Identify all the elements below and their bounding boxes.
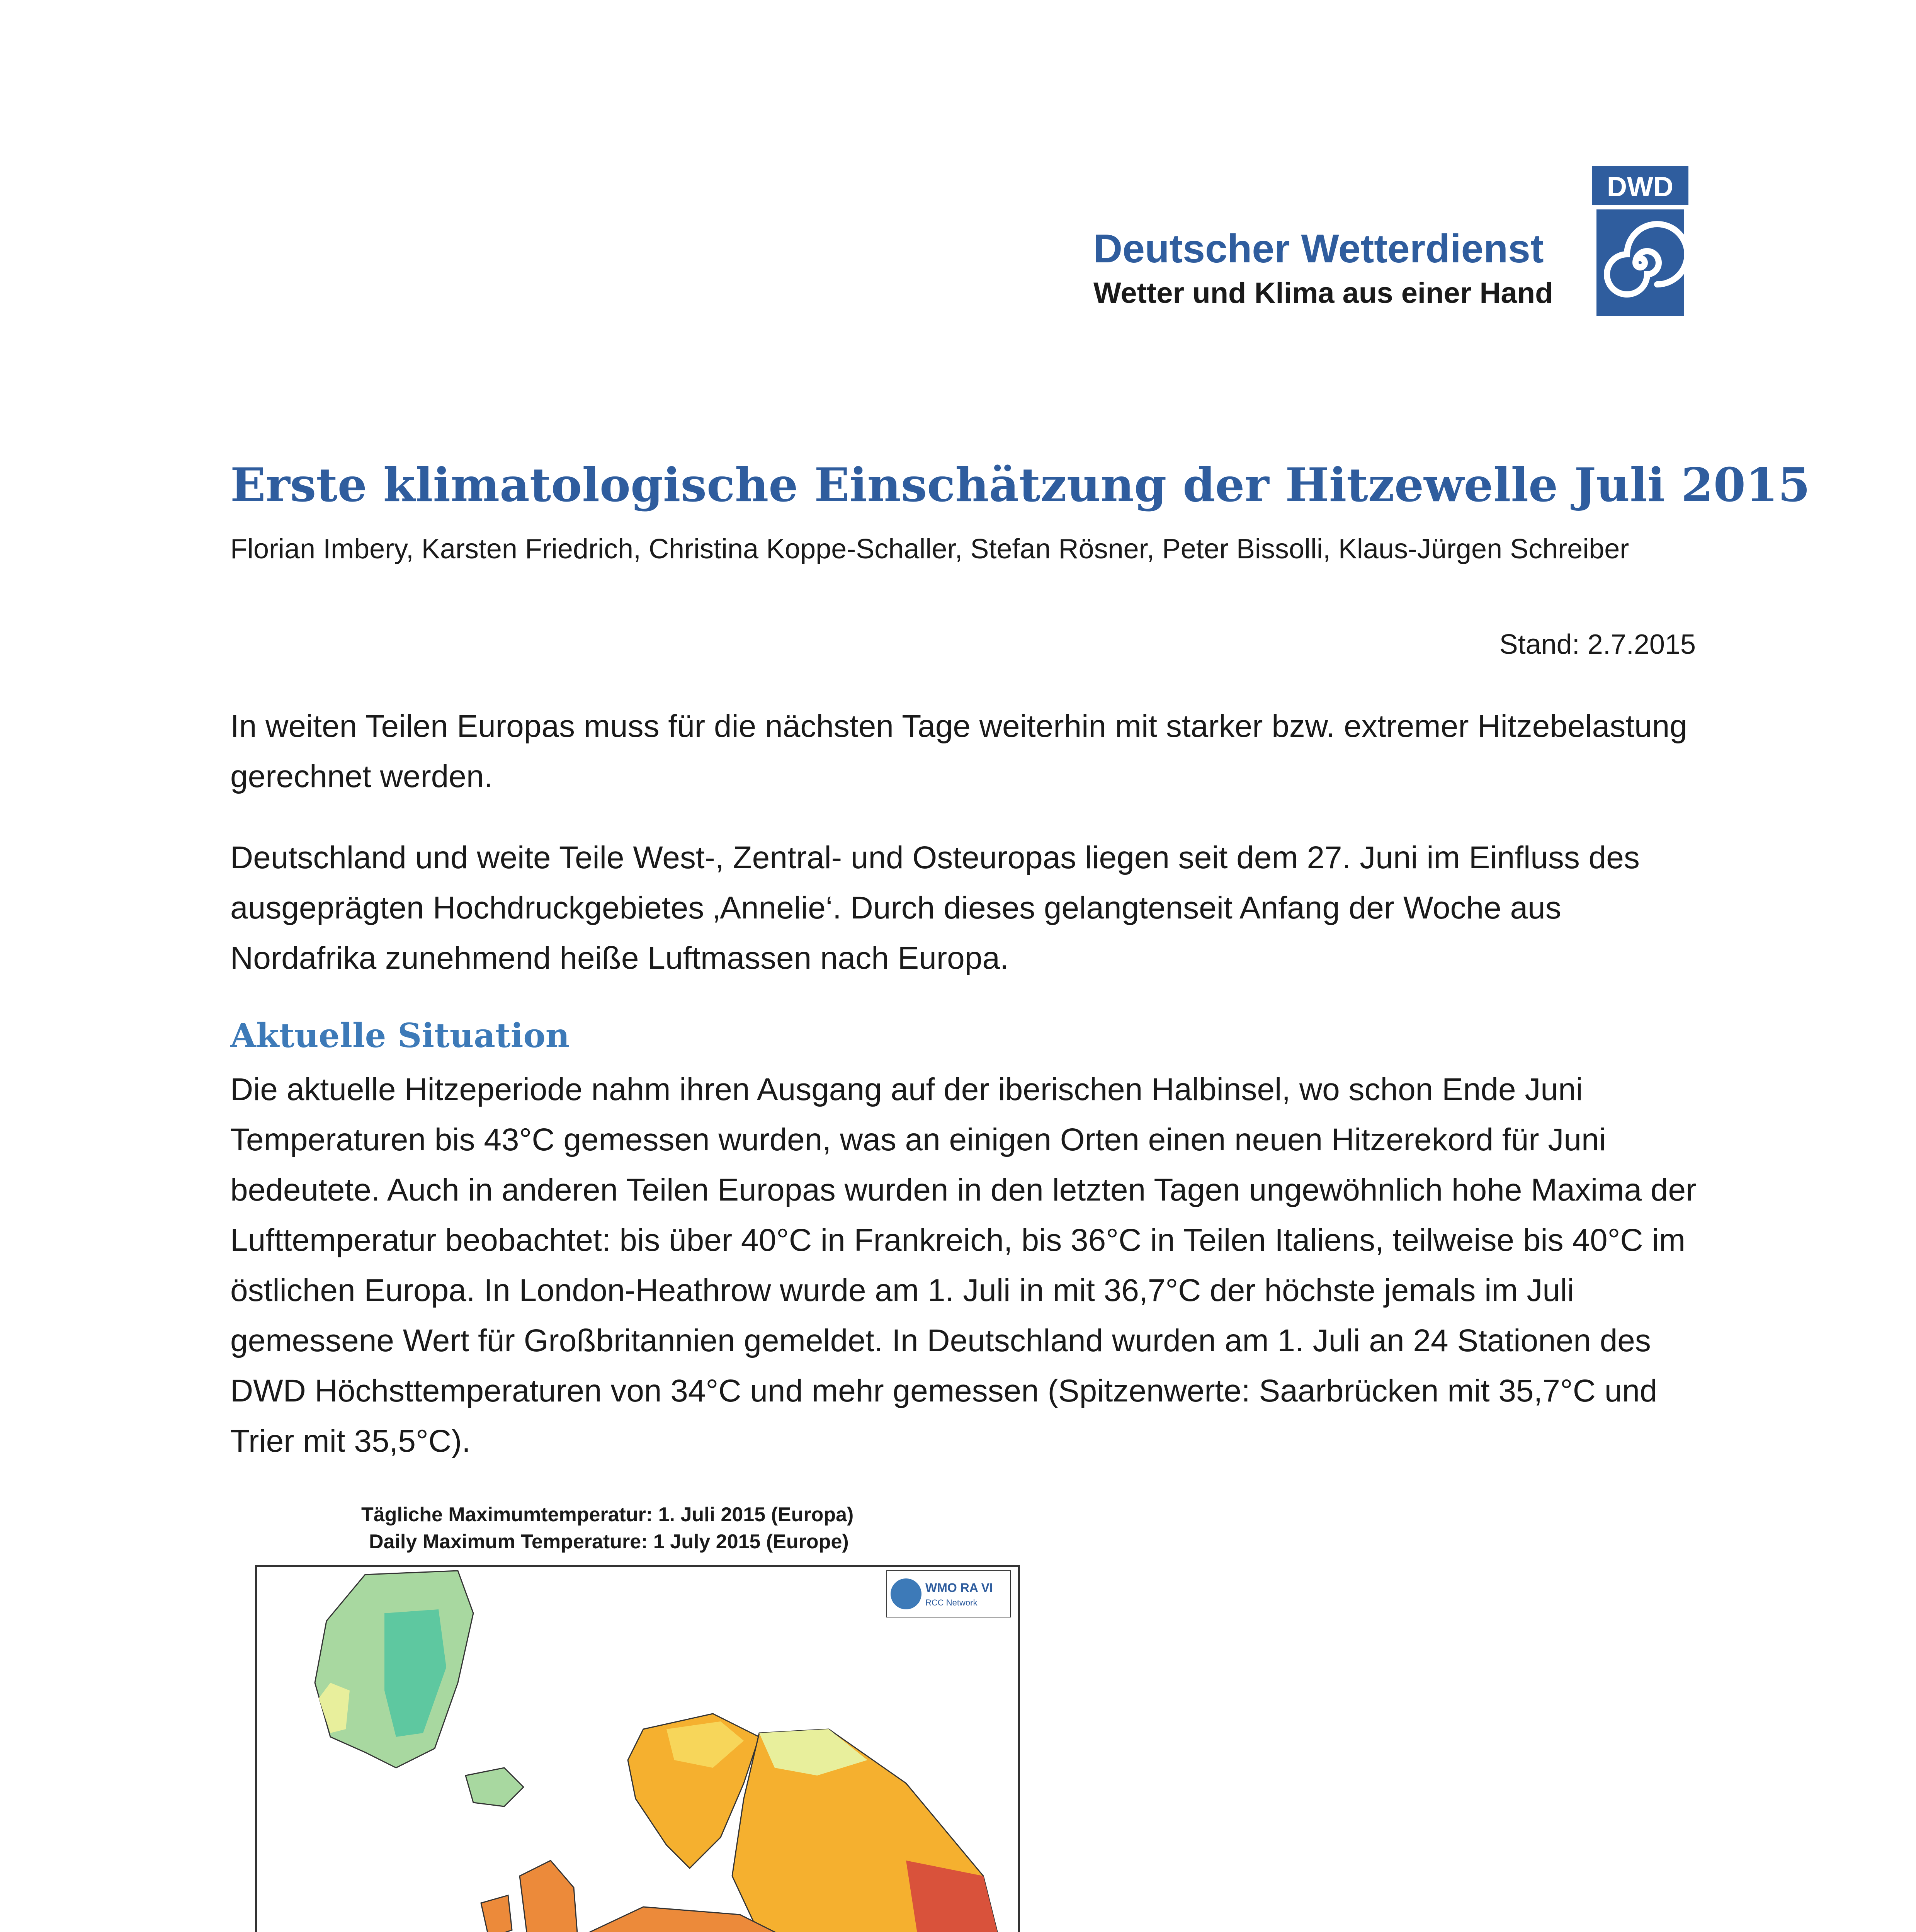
dwd-logo	[1592, 166, 1688, 321]
temperature-map	[255, 1565, 1020, 1932]
paragraph-pressure-system: Deutschland und weite Teile West-, Zentral- und Osteuropas liegen seit dem 27. Juni im Einfluss des ausgeprägten Hochdruckgebietes ‚Annelie‘. Durch dieses gelangtenseit Anfang der Woche aus Nordafrika zunehmend heiße Luftmassen nach Europa.	[230, 840, 1640, 976]
logo-abbrev: DWD	[1607, 172, 1673, 202]
wmo-label: WMO RA VI	[925, 1581, 993, 1595]
wmo-sublabel: RCC Network	[925, 1598, 978, 1607]
map-title-de: Tägliche Maximumtemperatur: 1. Juli 2015 (Europa)	[361, 1503, 854, 1526]
document-authors: Florian Imbery, Karsten Friedrich, Christina Koppe-Schaller, Stefan Rösner, Peter Bissolli, Klaus-Jürgen Schreiber	[230, 534, 1629, 565]
paragraph-intro: In weiten Teilen Europas muss für die nächsten Tage weiterhin mit starker bzw. extremer Hitzebelastung gerechnet werden.	[230, 709, 1687, 794]
paragraph-current-situation: Die aktuelle Hitzeperiode nahm ihren Ausgang auf der iberischen Halbinsel, wo schon Ende Juni Temperaturen bis 43°C gemessen wurden, was an einigen Orten einen neuen Hitzerekord für Juni bedeutete. Auch in anderen Teilen Europas wurden in den letzten Tagen ungewöhnlich hohe Maxima der Lufttemperatur beobachtet: bis über 40°C in Frankreich, bis 36°C in Teilen Italiens, teilweise bis 40°C im östlichen Europa. In London-Heathrow wurde am 1. Juli in mit 36,7°C der höchste jemals im Juli gemessene Wert für Großbritannien gemeldet. In Deutschland wurden am 1. Juli an 24 Stationen des DWD Höchsttemperaturen von 34°C und mehr gemessen (Spitzenwerte: Saarbrücken mit 35,7°C und Trier mit 35,5°C).	[230, 1072, 1697, 1459]
map-title-en: Daily Maximum Temperature: 1 July 2015 (Europe)	[369, 1531, 849, 1553]
org-name: Deutscher Wetterdienst	[1093, 226, 1544, 271]
section-heading: Aktuelle Situation	[230, 1016, 570, 1055]
temperature-map-image	[257, 1567, 1018, 1932]
document-title: Erste klimatologische Einschätzung der Hitzewelle Juli 2015	[230, 458, 1811, 512]
org-slogan: Wetter und Klima aus einer Hand	[1093, 277, 1553, 310]
document-date: Stand: 2.7.2015	[1499, 629, 1696, 660]
